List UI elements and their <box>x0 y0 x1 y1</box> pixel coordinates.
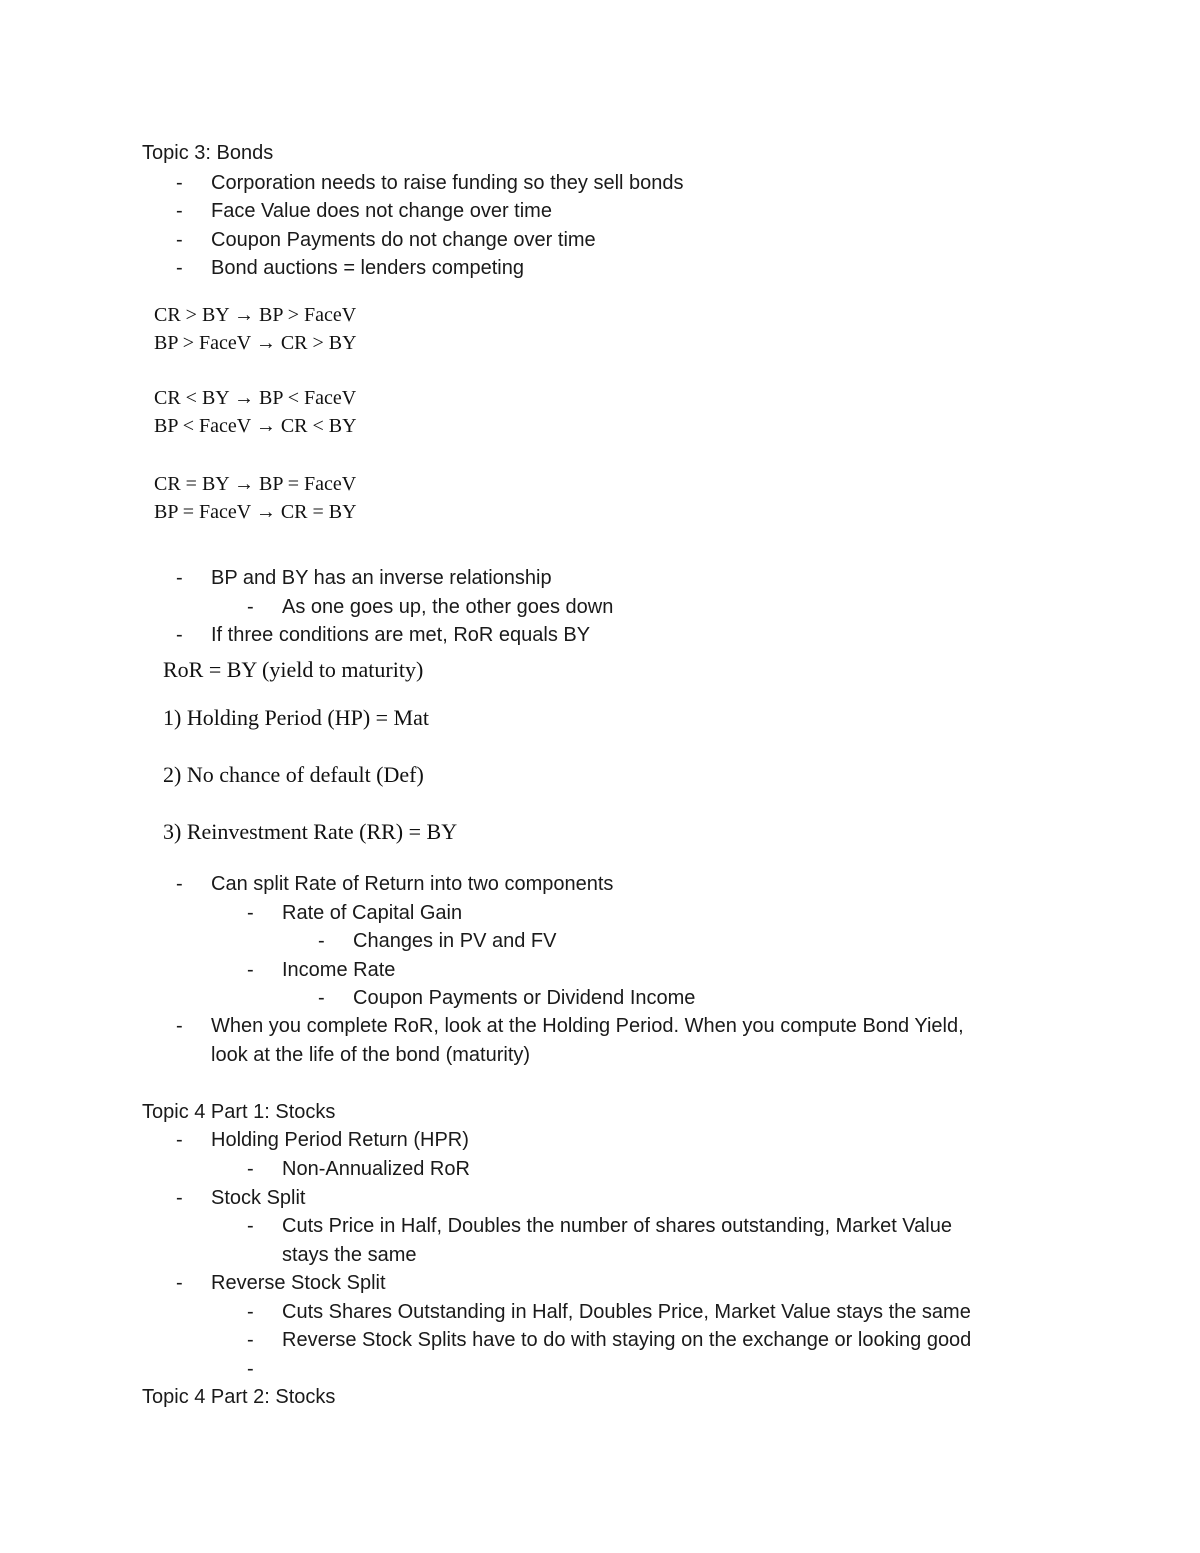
bullet-text: Coupon Payments do not change over time <box>211 229 596 251</box>
bullet-dash: - <box>176 624 183 646</box>
formula-line: CR = BY → BP = FaceV <box>154 473 357 495</box>
formula-line: CR < BY → BP < FaceV <box>154 387 357 409</box>
bullet-dash: - <box>247 596 254 618</box>
bullet-dash: - <box>176 229 183 251</box>
formula-line: BP < FaceV → CR < BY <box>154 415 357 437</box>
topic4p2-heading: Topic 4 Part 2: Stocks <box>142 1386 336 1408</box>
topic4p1-heading: Topic 4 Part 1: Stocks <box>142 1101 336 1123</box>
bullet-text: Face Value does not change over time <box>211 200 552 222</box>
bullet-text: If three conditions are met, RoR equals BY <box>211 624 591 646</box>
bullet-dash: - <box>247 959 254 981</box>
sub-bullet-text-continued: stays the same <box>282 1244 417 1266</box>
bullet-dash: - <box>247 1301 254 1323</box>
formula-line: BP = FaceV → CR = BY <box>154 501 357 523</box>
bullet-text: Corporation needs to raise funding so they sell bonds <box>211 172 684 194</box>
bullet-dash: - <box>247 1158 254 1180</box>
bullet-dash: - <box>176 200 183 222</box>
condition-line: 3) Reinvestment Rate (RR) = BY <box>163 819 458 844</box>
sub-bullet-text: Reverse Stock Splits have to do with staying on the exchange or looking good <box>282 1329 972 1351</box>
topic3-heading: Topic 3: Bonds <box>142 142 274 164</box>
condition-line: 2) No chance of default (Def) <box>163 762 424 787</box>
bullet-dash: - <box>318 987 325 1009</box>
bullet-dash: - <box>247 902 254 924</box>
bullet-text: Bond auctions = lenders competing <box>211 257 524 279</box>
bullet-dash: - <box>176 1272 183 1294</box>
bullet-text: Stock Split <box>211 1187 306 1209</box>
sub-bullet-text: Cuts Shares Outstanding in Half, Doubles Price, Market Value stays the same <box>282 1301 971 1323</box>
bullet-dash: - <box>247 1329 254 1351</box>
bullet-dash: - <box>176 257 183 279</box>
bullet-dash: - <box>318 930 325 952</box>
formula-line: BP > FaceV → CR > BY <box>154 332 357 354</box>
bullet-text: When you complete RoR, look at the Holding Period. When you compute Bond Yield, <box>211 1015 964 1037</box>
bullet-dash: - <box>176 873 183 895</box>
sub-sub-bullet-text: Coupon Payments or Dividend Income <box>353 987 696 1009</box>
sub-bullet-text: Rate of Capital Gain <box>282 902 463 924</box>
sub-bullet-text: Income Rate <box>282 959 396 981</box>
bullet-dash: - <box>176 1187 183 1209</box>
bullet-dash: - <box>176 1129 183 1151</box>
sub-bullet-text: Non-Annualized RoR <box>282 1158 470 1180</box>
sub-bullet-text: As one goes up, the other goes down <box>282 596 614 618</box>
bullet-dash: - <box>176 172 183 194</box>
bullet-text: Can split Rate of Return into two components <box>211 873 614 895</box>
condition-line: 1) Holding Period (HP) = Mat <box>163 705 429 730</box>
bullet-dash: - <box>176 1015 183 1037</box>
bullet-dash: - <box>176 567 183 589</box>
bullet-text-continued: look at the life of the bond (maturity) <box>211 1044 531 1066</box>
bullet-text: BP and BY has an inverse relationship <box>211 567 552 589</box>
bullet-dash: - <box>247 1358 254 1380</box>
bullet-dash: - <box>247 1215 254 1237</box>
formula-line: CR > BY → BP > FaceV <box>154 304 357 326</box>
sub-sub-bullet-text: Changes in PV and FV <box>353 930 557 952</box>
bullet-text: Holding Period Return (HPR) <box>211 1129 469 1151</box>
ror-title: RoR = BY (yield to maturity) <box>163 657 424 682</box>
sub-bullet-text: Cuts Price in Half, Doubles the number of shares outstanding, Market Value <box>282 1215 952 1237</box>
bullet-text: Reverse Stock Split <box>211 1272 386 1294</box>
